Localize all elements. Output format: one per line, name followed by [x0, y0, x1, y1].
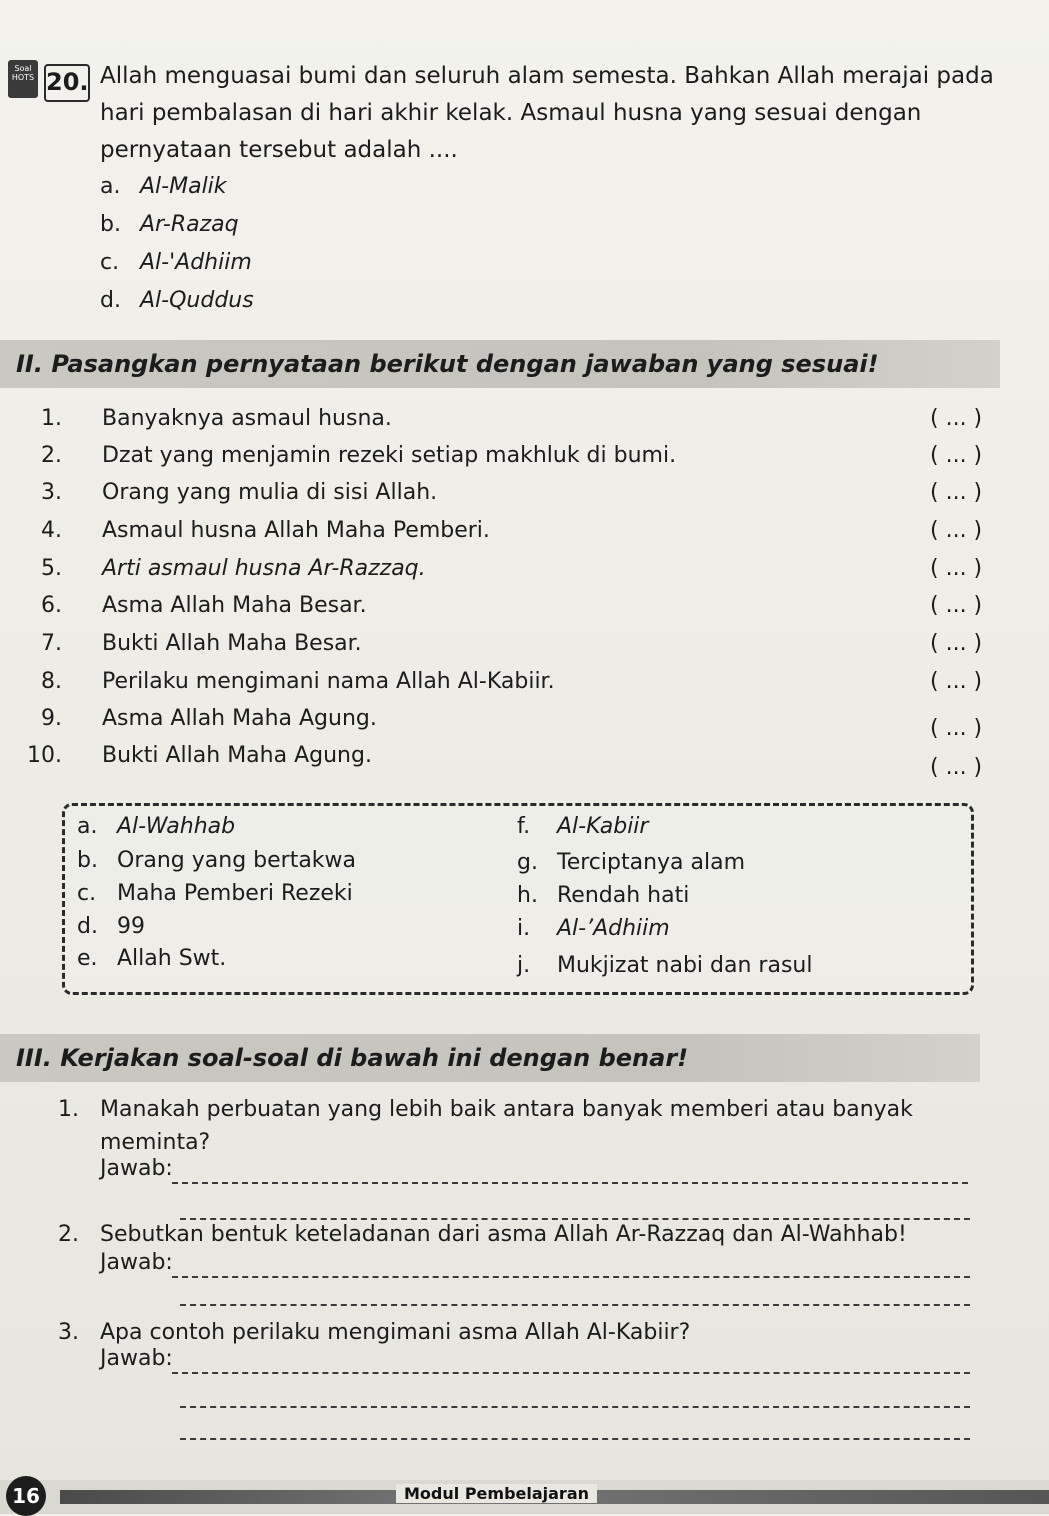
- item-number: 10.: [27, 743, 62, 768]
- item-text: Asma Allah Maha Besar.: [102, 593, 367, 618]
- item-text: Asmaul husna Allah Maha Pemberi.: [102, 518, 490, 543]
- hots-badge: Soal HOTS: [8, 60, 38, 98]
- choice-text: Orang yang bertakwa: [117, 848, 357, 873]
- answer-blank[interactable]: ( ... ): [930, 518, 983, 543]
- option-text: Al-Quddus: [140, 288, 254, 313]
- option-text: Al-Malik: [140, 174, 227, 199]
- choice-text: Al-Kabiir: [557, 814, 649, 839]
- answer-line[interactable]: [180, 1304, 970, 1306]
- option-letter: b.: [100, 212, 121, 237]
- option-a[interactable]: [100, 174, 227, 199]
- item-text: Orang yang mulia di sisi Allah.: [102, 480, 438, 505]
- matching-item: [0, 406, 1010, 442]
- item-number: 4.: [41, 518, 62, 543]
- section-3-header: [0, 1034, 980, 1082]
- answer-blank[interactable]: ( ... ): [930, 716, 983, 741]
- question-text: Apa contoh perilaku mengimani asma Allah Al-Kabiir?: [100, 1320, 691, 1345]
- choice-f: [517, 814, 648, 839]
- option-text: Ar-Razaq: [140, 212, 239, 237]
- matching-item: [0, 443, 1010, 479]
- page-number: 16: [6, 1476, 46, 1516]
- option-d[interactable]: [100, 288, 254, 313]
- question-20-text: Allah menguasai bumi dan seluruh alam semesta. Bahkan Allah merajai pada hari pembalasan di hari akhir kelak. Asmaul husna yang sesuai dengan pernyataan tersebut adalah ....: [100, 63, 994, 163]
- choice-letter: c.: [77, 881, 97, 906]
- answer-blank[interactable]: ( ... ): [930, 480, 983, 505]
- question-number: 1.: [58, 1097, 79, 1122]
- answer-blank[interactable]: ( ... ): [930, 593, 983, 618]
- question-text: Sebutkan bentuk keteladanan dari asma Allah Ar-Razzaq dan Al-Wahhab!: [100, 1222, 907, 1247]
- item-number: 7.: [41, 631, 62, 656]
- item-text: Bukti Allah Maha Agung.: [102, 743, 372, 768]
- item-number: 6.: [41, 593, 62, 618]
- essay-question-3: [58, 1316, 980, 1349]
- choice-letter: b.: [77, 848, 98, 873]
- choice-text: Terciptanya alam: [557, 850, 746, 875]
- matching-item: [0, 706, 1010, 742]
- matching-item: [0, 743, 1010, 779]
- answer-line[interactable]: [172, 1182, 968, 1184]
- answer-line[interactable]: [180, 1406, 970, 1408]
- item-text: Asma Allah Maha Agung.: [102, 706, 377, 731]
- choice-text: Rendah hati: [557, 883, 690, 908]
- choice-letter: i.: [517, 916, 531, 941]
- choice-j: [517, 953, 812, 978]
- choice-letter: f.: [517, 814, 531, 839]
- matching-item: [0, 556, 1010, 592]
- choice-text: Allah Swt.: [117, 946, 227, 971]
- option-letter: c.: [100, 250, 120, 275]
- matching-item: [0, 593, 1010, 629]
- choice-text: 99: [117, 914, 145, 939]
- choice-i: [517, 916, 670, 941]
- jawab-label: Jawab:: [100, 1346, 173, 1371]
- choice-text: Mukjizat nabi dan rasul: [557, 953, 813, 978]
- section-2-title: II. Pasangkan pernyataan berikut dengan jawaban yang sesuai!: [16, 350, 879, 378]
- option-c[interactable]: [100, 250, 252, 275]
- footer-label: Modul Pembelajaran: [396, 1484, 597, 1503]
- item-number: 3.: [41, 480, 62, 505]
- jawab-label: Jawab:: [100, 1156, 173, 1181]
- option-letter: a.: [100, 174, 121, 199]
- answer-blank[interactable]: ( ... ): [930, 556, 983, 581]
- choice-letter: e.: [77, 946, 98, 971]
- item-text: Arti asmaul husna Ar-Razzaq.: [102, 556, 426, 581]
- answer-line[interactable]: [180, 1438, 970, 1440]
- choice-h: [517, 883, 689, 908]
- item-number: 5.: [41, 556, 62, 581]
- choice-letter: a.: [77, 814, 98, 839]
- option-text: Al-'Adhiim: [140, 250, 252, 275]
- choice-letter: g.: [517, 850, 538, 875]
- essay-question-1: [58, 1093, 980, 1159]
- answer-choices-box: [62, 803, 974, 995]
- answer-blank[interactable]: ( ... ): [930, 406, 983, 431]
- choice-b: [77, 848, 356, 873]
- option-b[interactable]: [100, 212, 239, 237]
- matching-item: [0, 480, 1010, 516]
- choice-letter: d.: [77, 914, 98, 939]
- answer-blank[interactable]: ( ... ): [930, 669, 983, 694]
- question-20-number: 20.: [44, 64, 90, 102]
- choice-text: Maha Pemberi Rezeki: [117, 881, 353, 906]
- essay-question-2: [58, 1218, 980, 1251]
- choice-text: Al-’Adhiim: [557, 916, 670, 941]
- answer-blank[interactable]: ( ... ): [930, 443, 983, 468]
- answer-blank[interactable]: ( ... ): [930, 631, 983, 656]
- choice-text: Al-Wahhab: [117, 814, 236, 839]
- choice-c: [77, 881, 353, 906]
- jawab-label: Jawab:: [100, 1250, 173, 1275]
- matching-item: [0, 631, 1010, 667]
- question-text: Manakah perbuatan yang lebih baik antara banyak memberi atau banyak meminta?: [100, 1097, 913, 1155]
- answer-line[interactable]: [172, 1276, 970, 1278]
- answer-line[interactable]: [172, 1372, 970, 1374]
- item-text: Banyaknya asmaul husna.: [102, 406, 392, 431]
- section-3-title: III. Kerjakan soal-soal di bawah ini dengan benar!: [16, 1044, 689, 1072]
- item-text: Bukti Allah Maha Besar.: [102, 631, 362, 656]
- item-number: 1.: [41, 406, 62, 431]
- choice-e: [77, 946, 226, 971]
- option-letter: d.: [100, 288, 121, 313]
- item-text: Dzat yang menjamin rezeki setiap makhluk di bumi.: [102, 443, 677, 468]
- answer-blank[interactable]: ( ... ): [930, 755, 983, 780]
- choice-letter: j.: [517, 953, 531, 978]
- question-number: 3.: [58, 1320, 79, 1345]
- choice-g: [517, 850, 745, 875]
- matching-item: [0, 669, 1010, 705]
- item-number: 9.: [41, 706, 62, 731]
- question-number: 2.: [58, 1222, 79, 1247]
- matching-item: [0, 518, 1010, 554]
- item-text: Perilaku mengimani nama Allah Al-Kabiir.: [102, 669, 555, 694]
- choice-d: [77, 914, 145, 939]
- choice-a: [77, 814, 235, 839]
- item-number: 8.: [41, 669, 62, 694]
- section-2-header: [0, 340, 1000, 388]
- item-number: 2.: [41, 443, 62, 468]
- choice-letter: h.: [517, 883, 538, 908]
